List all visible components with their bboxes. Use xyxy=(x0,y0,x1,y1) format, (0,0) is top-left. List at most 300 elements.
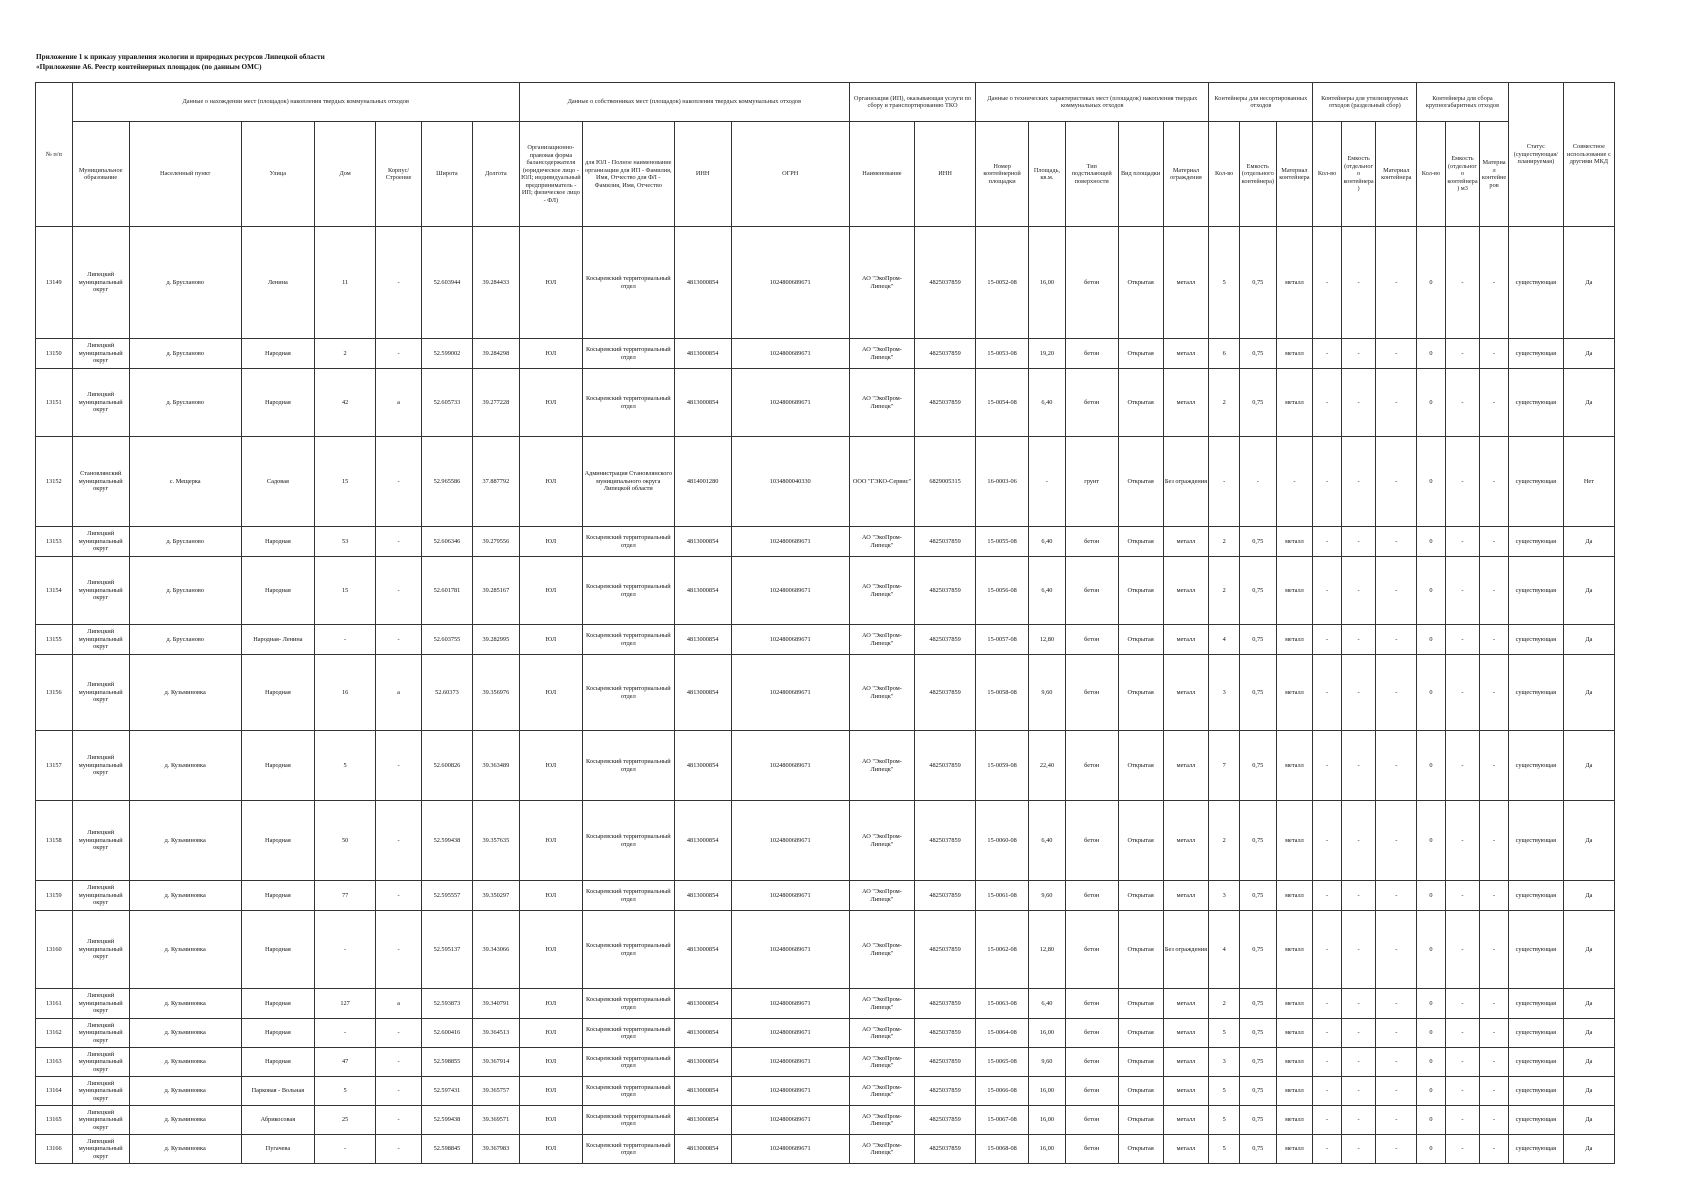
cell-org-inn: 4825037859 xyxy=(915,1019,976,1048)
cell-site-number: 15-0058-08 xyxy=(976,655,1029,731)
cell-material-2: - xyxy=(1376,1106,1417,1135)
cell-capacity-2: - xyxy=(1341,801,1376,881)
header-house: Дом xyxy=(315,122,376,227)
cell-surface: бетон xyxy=(1065,625,1118,655)
header-fence: Материал ограждения xyxy=(1163,122,1209,227)
cell-site-number: 15-0056-08 xyxy=(976,557,1029,625)
cell-fence: металл xyxy=(1163,527,1209,557)
cell-site-number: 15-0059-08 xyxy=(976,731,1029,801)
cell-latitude: 52.593873 xyxy=(421,989,472,1019)
header-material-2: Материал контейнера xyxy=(1376,122,1417,227)
cell-capacity: 0,75 xyxy=(1239,655,1276,731)
cell-municipality: Липецкий муниципальный округ xyxy=(72,1077,129,1106)
cell-area: 9,60 xyxy=(1029,655,1066,731)
cell-capacity: 0,75 xyxy=(1239,1077,1276,1106)
cell-material-2: - xyxy=(1376,655,1417,731)
cell-street: Ленина xyxy=(241,227,314,339)
cell-shared: Нет xyxy=(1563,437,1614,527)
cell-capacity-2: - xyxy=(1341,1019,1376,1048)
cell-status: существующая xyxy=(1508,527,1563,557)
cell-ogrn: 1024800689671 xyxy=(731,1048,849,1077)
cell-ogrn: 1024800689671 xyxy=(731,1077,849,1106)
cell-material-3: - xyxy=(1480,655,1509,731)
cell-owner-name: Косыревский территориальный отдел xyxy=(582,227,674,339)
cell-qty: 5 xyxy=(1209,1135,1240,1164)
cell-material-2: - xyxy=(1376,369,1417,437)
cell-site-type: Открытая xyxy=(1118,437,1163,527)
cell-locality: д. Брусланово xyxy=(129,557,241,625)
cell-num: 13151 xyxy=(36,369,73,437)
cell-org-inn: 4825037859 xyxy=(915,557,976,625)
cell-street: Парковая - Вольная xyxy=(241,1077,314,1106)
cell-qty-3: 0 xyxy=(1417,655,1446,731)
cell-area: 6,40 xyxy=(1029,527,1066,557)
cell-qty-2: - xyxy=(1313,437,1342,527)
cell-status: существующая xyxy=(1508,369,1563,437)
cell-site-number: 15-0065-08 xyxy=(976,1048,1029,1077)
cell-num: 13164 xyxy=(36,1077,73,1106)
cell-org-name: АО "ЭкоПром-Липецк" xyxy=(849,989,914,1019)
cell-ogrn: 1024800689671 xyxy=(731,1135,849,1164)
cell-fence: металл xyxy=(1163,227,1209,339)
cell-latitude: 52.605733 xyxy=(421,369,472,437)
cell-num: 13160 xyxy=(36,911,73,989)
cell-site-type: Открытая xyxy=(1118,1106,1163,1135)
cell-locality: д. Брусланово xyxy=(129,625,241,655)
cell-inn: 4813000854 xyxy=(674,227,731,339)
table-row xyxy=(36,369,1615,437)
header-group-org: Организация (ИП), оказывающая услуги по сбору и транспортированию ТКО xyxy=(849,83,975,122)
cell-fence: металл xyxy=(1163,731,1209,801)
cell-ogrn: 1024800689671 xyxy=(731,801,849,881)
cell-locality: д. Кузьминовка xyxy=(129,1106,241,1135)
cell-longitude: 39.284433 xyxy=(472,227,519,339)
cell-surface: грунт xyxy=(1065,437,1118,527)
cell-municipality: Липецкий муниципальный округ xyxy=(72,731,129,801)
cell-shared: Да xyxy=(1563,1106,1614,1135)
cell-ogrn: 1034800040330 xyxy=(731,437,849,527)
cell-surface: бетон xyxy=(1065,989,1118,1019)
cell-area: 16,00 xyxy=(1029,1019,1066,1048)
cell-capacity: 0,75 xyxy=(1239,1048,1276,1077)
cell-capacity-3: - xyxy=(1445,557,1480,625)
cell-capacity-3: - xyxy=(1445,1077,1480,1106)
caption-line-2: «Приложение А6. Реестр контейнерных площадок (по данным ОМС) xyxy=(36,63,262,71)
cell-house: 25 xyxy=(315,1106,376,1135)
cell-qty-2: - xyxy=(1313,881,1342,911)
cell-site-number: 15-0054-08 xyxy=(976,369,1029,437)
cell-org-name: АО "ЭкоПром-Липецк" xyxy=(849,1019,914,1048)
table-row xyxy=(36,1048,1615,1077)
cell-fence: металл xyxy=(1163,339,1209,369)
header-material: Материал контейнера xyxy=(1276,122,1313,227)
cell-ogrn: 1024800689671 xyxy=(731,731,849,801)
cell-status: существующая xyxy=(1508,1048,1563,1077)
cell-ogrn: 1024800689671 xyxy=(731,625,849,655)
cell-area: 16,00 xyxy=(1029,227,1066,339)
cell-building: - xyxy=(376,227,422,339)
header-capacity: Емкость (отдельного контейнера) xyxy=(1239,122,1276,227)
cell-status: существующая xyxy=(1508,731,1563,801)
cell-longitude: 39.364513 xyxy=(472,1019,519,1048)
cell-site-type: Открытая xyxy=(1118,881,1163,911)
cell-capacity-3: - xyxy=(1445,437,1480,527)
cell-owner-name: Администрация Становлянского муниципального округа Липецкой области xyxy=(582,437,674,527)
cell-qty: 3 xyxy=(1209,655,1240,731)
cell-longitude: 39.367914 xyxy=(472,1048,519,1077)
cell-surface: бетон xyxy=(1065,369,1118,437)
cell-status: существующая xyxy=(1508,881,1563,911)
cell-qty-2: - xyxy=(1313,911,1342,989)
cell-area: 9,60 xyxy=(1029,881,1066,911)
cell-site-type: Открытая xyxy=(1118,655,1163,731)
cell-site-type: Открытая xyxy=(1118,1077,1163,1106)
header-shared: Совместное использование с другими МКД xyxy=(1563,83,1614,227)
cell-municipality: Липецкий муниципальный округ xyxy=(72,227,129,339)
cell-locality: д. Кузьминовка xyxy=(129,1019,241,1048)
cell-capacity-3: - xyxy=(1445,1135,1480,1164)
cell-locality: д. Кузьминовка xyxy=(129,911,241,989)
cell-material-2: - xyxy=(1376,527,1417,557)
cell-material-3: - xyxy=(1480,989,1509,1019)
cell-qty-3: 0 xyxy=(1417,1048,1446,1077)
cell-qty: 2 xyxy=(1209,989,1240,1019)
header-locality: Населенный пункт xyxy=(129,122,241,227)
cell-capacity-3: - xyxy=(1445,881,1480,911)
cell-owner-name: Косыревский территориальный отдел xyxy=(582,1135,674,1164)
cell-org-name: АО "ЭкоПром-Липецк" xyxy=(849,527,914,557)
cell-inn: 4813000854 xyxy=(674,369,731,437)
cell-org-name: ООО "ГЭКО-Сервис" xyxy=(849,437,914,527)
cell-material-3: - xyxy=(1480,227,1509,339)
cell-municipality: Липецкий муниципальный округ xyxy=(72,1048,129,1077)
cell-qty-3: 0 xyxy=(1417,989,1446,1019)
cell-material-3: - xyxy=(1480,339,1509,369)
table-row xyxy=(36,989,1615,1019)
container-site-registry-table xyxy=(35,82,1615,1164)
cell-org-inn: 4825037859 xyxy=(915,1106,976,1135)
header-longitude: Долгота xyxy=(472,122,519,227)
header-legal-form: Организационно-правовая форма балансодержателя (юридическое лицо - ЮЛ; индивидуальный предприниматель - ИП; физическое лицо - ФЛ) xyxy=(519,122,582,227)
cell-longitude: 39.340791 xyxy=(472,989,519,1019)
cell-qty-2: - xyxy=(1313,339,1342,369)
cell-capacity-3: - xyxy=(1445,989,1480,1019)
cell-material-2: - xyxy=(1376,911,1417,989)
cell-shared: Да xyxy=(1563,527,1614,557)
cell-owner-name: Косыревский территориальный отдел xyxy=(582,625,674,655)
cell-material: металл xyxy=(1276,1019,1313,1048)
cell-street: Народная xyxy=(241,557,314,625)
cell-longitude: 39.277228 xyxy=(472,369,519,437)
cell-fence: металл xyxy=(1163,655,1209,731)
cell-latitude: 52.600416 xyxy=(421,1019,472,1048)
cell-legal-form: ЮЛ xyxy=(519,655,582,731)
cell-surface: бетон xyxy=(1065,339,1118,369)
cell-locality: д. Кузьминовка xyxy=(129,1077,241,1106)
table-row xyxy=(36,557,1615,625)
cell-latitude: 52.599438 xyxy=(421,801,472,881)
cell-capacity-2: - xyxy=(1341,227,1376,339)
cell-building: - xyxy=(376,881,422,911)
cell-house: 5 xyxy=(315,731,376,801)
cell-longitude: 39.365757 xyxy=(472,1077,519,1106)
cell-latitude: 52.601781 xyxy=(421,557,472,625)
cell-area: 6,40 xyxy=(1029,989,1066,1019)
cell-capacity-2: - xyxy=(1341,655,1376,731)
cell-area: - xyxy=(1029,437,1066,527)
cell-org-name: АО "ЭкоПром-Липецк" xyxy=(849,1048,914,1077)
cell-building: - xyxy=(376,437,422,527)
cell-material: металл xyxy=(1276,557,1313,625)
cell-owner-name: Косыревский территориальный отдел xyxy=(582,527,674,557)
cell-ogrn: 1024800689671 xyxy=(731,881,849,911)
cell-inn: 4814001280 xyxy=(674,437,731,527)
cell-num: 13152 xyxy=(36,437,73,527)
cell-site-type: Открытая xyxy=(1118,369,1163,437)
cell-status: существующая xyxy=(1508,1106,1563,1135)
cell-street: Народная xyxy=(241,1019,314,1048)
cell-org-name: АО "ЭкоПром-Липецк" xyxy=(849,1135,914,1164)
cell-shared: Да xyxy=(1563,989,1614,1019)
cell-qty-3: 0 xyxy=(1417,527,1446,557)
header-qty-2: Кол-во xyxy=(1313,122,1342,227)
cell-capacity: 0,75 xyxy=(1239,731,1276,801)
cell-num: 13166 xyxy=(36,1135,73,1164)
cell-qty: 5 xyxy=(1209,227,1240,339)
cell-area: 19,20 xyxy=(1029,339,1066,369)
cell-inn: 4813000854 xyxy=(674,1135,731,1164)
cell-inn: 4813000854 xyxy=(674,557,731,625)
cell-num: 13153 xyxy=(36,527,73,557)
cell-material: металл xyxy=(1276,1135,1313,1164)
cell-qty-2: - xyxy=(1313,1077,1342,1106)
cell-qty-2: - xyxy=(1313,557,1342,625)
cell-building: - xyxy=(376,1106,422,1135)
cell-site-number: 15-0060-08 xyxy=(976,801,1029,881)
cell-owner-name: Косыревский территориальный отдел xyxy=(582,881,674,911)
cell-num: 13156 xyxy=(36,655,73,731)
cell-street: Народная xyxy=(241,369,314,437)
header-num: № п/п xyxy=(36,83,73,227)
cell-material-3: - xyxy=(1480,1135,1509,1164)
cell-site-type: Открытая xyxy=(1118,339,1163,369)
cell-site-type: Открытая xyxy=(1118,731,1163,801)
cell-status: существующая xyxy=(1508,655,1563,731)
cell-org-inn: 4825037859 xyxy=(915,989,976,1019)
cell-street: Народная xyxy=(241,731,314,801)
cell-num: 13165 xyxy=(36,1106,73,1135)
cell-building: - xyxy=(376,527,422,557)
cell-surface: бетон xyxy=(1065,227,1118,339)
cell-site-number: 16-0003-06 xyxy=(976,437,1029,527)
cell-latitude: 52.60373 xyxy=(421,655,472,731)
cell-inn: 4813000854 xyxy=(674,625,731,655)
cell-shared: Да xyxy=(1563,625,1614,655)
cell-org-name: АО "ЭкоПром-Липецк" xyxy=(849,557,914,625)
cell-capacity: 0,75 xyxy=(1239,339,1276,369)
cell-material: металл xyxy=(1276,227,1313,339)
cell-longitude: 37.887792 xyxy=(472,437,519,527)
cell-house: - xyxy=(315,625,376,655)
header-qty: Кол-во xyxy=(1209,122,1240,227)
cell-latitude: 52.603755 xyxy=(421,625,472,655)
cell-surface: бетон xyxy=(1065,655,1118,731)
cell-qty-2: - xyxy=(1313,369,1342,437)
cell-material: металл xyxy=(1276,1048,1313,1077)
cell-status: существующая xyxy=(1508,625,1563,655)
cell-municipality: Липецкий муниципальный округ xyxy=(72,557,129,625)
cell-org-name: АО "ЭкоПром-Липецк" xyxy=(849,369,914,437)
cell-ogrn: 1024800689671 xyxy=(731,655,849,731)
header-site-number: Номер контейнерной площадки xyxy=(976,122,1029,227)
cell-house: - xyxy=(315,1135,376,1164)
cell-surface: бетон xyxy=(1065,1077,1118,1106)
header-group-recycle: Контейнеры для утилизируемых отходов (раздельный сбор) xyxy=(1313,83,1417,122)
cell-capacity: 0,75 xyxy=(1239,625,1276,655)
cell-site-number: 15-0063-08 xyxy=(976,989,1029,1019)
header-building: Корпус/Строение xyxy=(376,122,422,227)
header-surface: Тип подстилающей поверхности xyxy=(1065,122,1118,227)
cell-inn: 4813000854 xyxy=(674,731,731,801)
cell-house: 15 xyxy=(315,437,376,527)
cell-shared: Да xyxy=(1563,1019,1614,1048)
cell-site-number: 15-0053-08 xyxy=(976,339,1029,369)
cell-inn: 4813000854 xyxy=(674,527,731,557)
cell-street: Народная xyxy=(241,989,314,1019)
cell-material-3: - xyxy=(1480,911,1509,989)
cell-inn: 4813000854 xyxy=(674,801,731,881)
cell-capacity: 0,75 xyxy=(1239,989,1276,1019)
cell-surface: бетон xyxy=(1065,527,1118,557)
cell-locality: д. Кузьминовка xyxy=(129,801,241,881)
cell-capacity-2: - xyxy=(1341,557,1376,625)
cell-ogrn: 1024800689671 xyxy=(731,1106,849,1135)
cell-material-2: - xyxy=(1376,1019,1417,1048)
cell-latitude: 52.597431 xyxy=(421,1077,472,1106)
cell-fence: металл xyxy=(1163,1019,1209,1048)
cell-material-3: - xyxy=(1480,1048,1509,1077)
cell-status: существующая xyxy=(1508,1135,1563,1164)
cell-street: Народная xyxy=(241,655,314,731)
cell-capacity: 0,75 xyxy=(1239,527,1276,557)
cell-qty-2: - xyxy=(1313,1135,1342,1164)
cell-surface: бетон xyxy=(1065,557,1118,625)
cell-material: металл xyxy=(1276,655,1313,731)
cell-site-number: 15-0067-08 xyxy=(976,1106,1029,1135)
cell-legal-form: ЮЛ xyxy=(519,1019,582,1048)
cell-longitude: 39.357635 xyxy=(472,801,519,881)
cell-org-name: АО "ЭкоПром-Липецк" xyxy=(849,801,914,881)
cell-status: существующая xyxy=(1508,989,1563,1019)
cell-num: 13158 xyxy=(36,801,73,881)
header-group-location: Данные о нахождении мест (площадок) накопления твердых коммунальных отходов xyxy=(72,83,519,122)
cell-org-name: АО "ЭкоПром-Липецк" xyxy=(849,625,914,655)
cell-house: 50 xyxy=(315,801,376,881)
cell-material-2: - xyxy=(1376,557,1417,625)
cell-material-3: - xyxy=(1480,731,1509,801)
cell-capacity: 0,75 xyxy=(1239,1106,1276,1135)
cell-material-2: - xyxy=(1376,989,1417,1019)
cell-capacity: 0,75 xyxy=(1239,801,1276,881)
cell-capacity: 0,75 xyxy=(1239,1135,1276,1164)
cell-site-number: 15-0066-08 xyxy=(976,1077,1029,1106)
cell-street: Народная xyxy=(241,801,314,881)
cell-inn: 4813000854 xyxy=(674,1106,731,1135)
cell-material-3: - xyxy=(1480,1077,1509,1106)
cell-site-number: 15-0064-08 xyxy=(976,1019,1029,1048)
cell-qty: 5 xyxy=(1209,1106,1240,1135)
cell-locality: с. Мещерка xyxy=(129,437,241,527)
cell-municipality: Липецкий муниципальный округ xyxy=(72,989,129,1019)
cell-street: Народная xyxy=(241,881,314,911)
cell-qty: 2 xyxy=(1209,527,1240,557)
cell-municipality: Липецкий муниципальный округ xyxy=(72,625,129,655)
cell-org-inn: 4825037859 xyxy=(915,801,976,881)
cell-latitude: 52.606346 xyxy=(421,527,472,557)
cell-locality: д. Кузьминовка xyxy=(129,1048,241,1077)
cell-surface: бетон xyxy=(1065,911,1118,989)
cell-building: - xyxy=(376,557,422,625)
header-inn: ИНН xyxy=(674,122,731,227)
cell-fence: металл xyxy=(1163,557,1209,625)
cell-building: - xyxy=(376,1135,422,1164)
cell-capacity-2: - xyxy=(1341,527,1376,557)
cell-longitude: 39.369571 xyxy=(472,1106,519,1135)
table-row xyxy=(36,437,1615,527)
cell-house: 5 xyxy=(315,1077,376,1106)
table-body xyxy=(36,227,1615,1164)
cell-house: 42 xyxy=(315,369,376,437)
header-group-bulky: Контейнеры для сбора крупногабаритных отходов xyxy=(1417,83,1509,122)
cell-material: металл xyxy=(1276,1106,1313,1135)
cell-fence: металл xyxy=(1163,1048,1209,1077)
cell-capacity-3: - xyxy=(1445,911,1480,989)
cell-capacity-2: - xyxy=(1341,1106,1376,1135)
cell-locality: д. Брусланово xyxy=(129,527,241,557)
cell-site-type: Открытая xyxy=(1118,625,1163,655)
cell-org-inn: 4825037859 xyxy=(915,527,976,557)
table-row xyxy=(36,227,1615,339)
cell-legal-form: ЮЛ xyxy=(519,881,582,911)
cell-org-name: АО "ЭкоПром-Липецк" xyxy=(849,911,914,989)
cell-qty: 2 xyxy=(1209,801,1240,881)
table-row xyxy=(36,1135,1615,1164)
cell-house: 127 xyxy=(315,989,376,1019)
cell-locality: д. Брусланово xyxy=(129,227,241,339)
cell-legal-form: ЮЛ xyxy=(519,1106,582,1135)
cell-qty-2: - xyxy=(1313,227,1342,339)
cell-locality: д. Кузьминовка xyxy=(129,881,241,911)
cell-area: 16,00 xyxy=(1029,1077,1066,1106)
cell-latitude: 52.598845 xyxy=(421,1135,472,1164)
cell-legal-form: ЮЛ xyxy=(519,911,582,989)
cell-owner-name: Косыревский территориальный отдел xyxy=(582,557,674,625)
cell-qty: 7 xyxy=(1209,731,1240,801)
cell-site-type: Открытая xyxy=(1118,1135,1163,1164)
cell-street: Садовая xyxy=(241,437,314,527)
cell-num: 13163 xyxy=(36,1048,73,1077)
cell-fence: металл xyxy=(1163,1077,1209,1106)
cell-org-inn: 4825037859 xyxy=(915,369,976,437)
cell-longitude: 39.367983 xyxy=(472,1135,519,1164)
cell-house: 16 xyxy=(315,655,376,731)
cell-locality: д. Брусланово xyxy=(129,339,241,369)
cell-qty-2: - xyxy=(1313,1019,1342,1048)
header-group-owner: Данные о собственниках мест (площадок) накопления твердых коммунальных отходов xyxy=(519,83,849,122)
cell-qty: 5 xyxy=(1209,1019,1240,1048)
cell-site-type: Открытая xyxy=(1118,527,1163,557)
cell-house: 77 xyxy=(315,881,376,911)
